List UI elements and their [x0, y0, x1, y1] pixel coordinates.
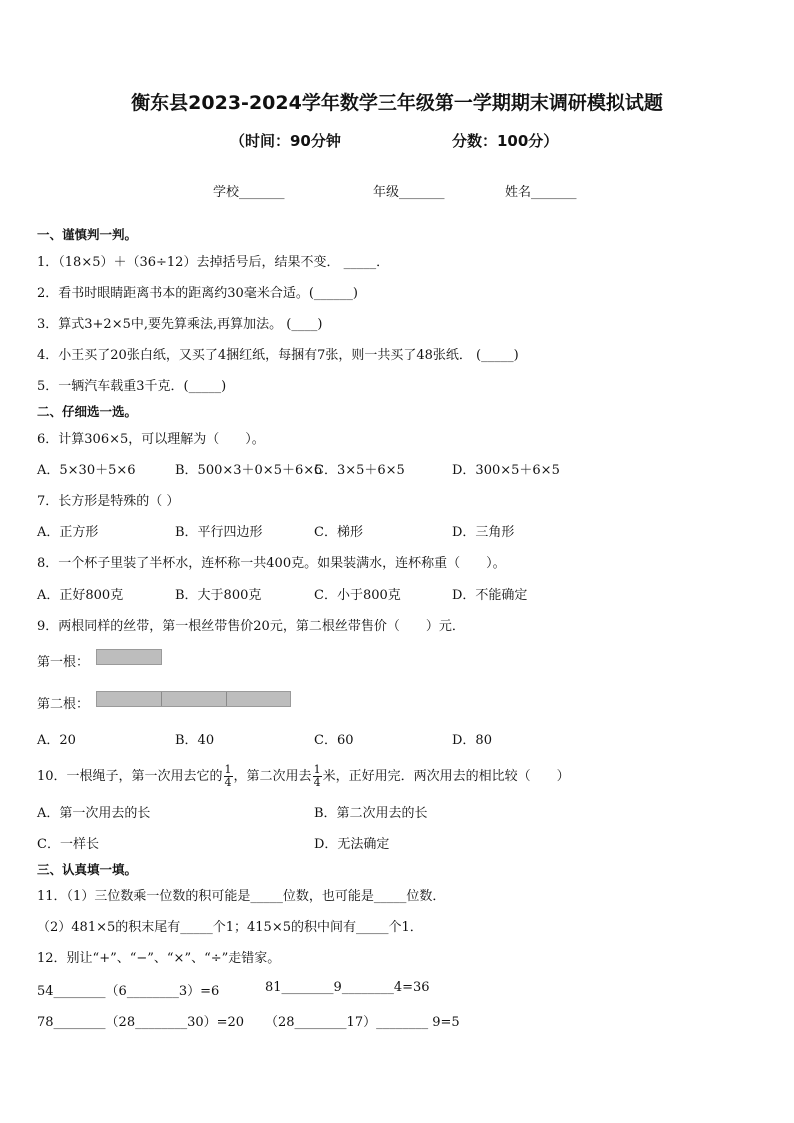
question-3: 3．算式3+2×5中,要先算乘法,再算加法。 (____)	[37, 317, 323, 332]
q9-option-d[interactable]: D．80	[452, 733, 492, 748]
question-1: 1．（18×5）＋（36÷12）去掉括号后，结果不变． _____．	[37, 255, 390, 270]
q8-option-b[interactable]: B．大于800克	[175, 588, 262, 603]
grade-field[interactable]: 年级_______	[373, 185, 445, 200]
question-2: 2．看书时眼睛距离书本的距离约30毫米合适。(______)	[37, 286, 358, 301]
question-10	[37, 764, 570, 789]
question-11-part-2: （2）481×5的积末尾有_____个1；415×5的积中间有_____个1．	[37, 920, 423, 935]
q10-option-c[interactable]: C．一样长	[37, 837, 99, 852]
ribbon-1-label: 第一根：	[37, 655, 90, 670]
q12-expression-2[interactable]: 81________9________4=36	[265, 980, 430, 995]
q10-option-a[interactable]: A．第一次用去的长	[37, 806, 151, 821]
q7-option-b[interactable]: B．平行四边形	[175, 525, 263, 540]
q9-option-b[interactable]: B．40	[175, 733, 215, 748]
q8-option-c[interactable]: C．小于800克	[314, 588, 401, 603]
question-6: 6．计算306×5，可以理解为（ ）。	[37, 432, 265, 447]
q9-option-c[interactable]: C．60	[314, 733, 354, 748]
q6-option-a[interactable]: A．5×30＋5×6	[37, 463, 136, 478]
question-7: 7．长方形是特殊的（ ）	[37, 494, 180, 509]
ribbon-2-label: 第二根：	[37, 697, 90, 712]
q12-expression-1[interactable]: 54________（6________3）=6	[37, 984, 220, 999]
exam-time: （时间：90分钟	[230, 132, 341, 150]
school-field[interactable]: 学校_______	[213, 185, 285, 200]
q8-option-d[interactable]: D．不能确定	[452, 588, 528, 603]
question-5: 5．一辆汽车载重3千克．(_____)	[37, 379, 227, 394]
exam-score: 分数：100分）	[452, 132, 559, 150]
page-title: 衡东县2023-2024学年数学三年级第一学期期末调研模拟试题	[131, 92, 663, 114]
q6-option-c[interactable]: C．3×5＋6×5	[314, 463, 405, 478]
q10-option-d[interactable]: D．无法确定	[314, 837, 390, 852]
question-8: 8．一个杯子里装了半杯水，连杯称一共400克。如果装满水，连杯称重（ ）。	[37, 556, 506, 571]
q10-stem-part-2: ，第二次用去	[233, 769, 312, 784]
q12-expression-3[interactable]: 78________（28________30）=20	[37, 1015, 245, 1030]
section-heading-1: 一、谨慎判一判。	[37, 227, 138, 242]
fraction-one-quarter: $\frac{1}{4}$	[224, 763, 232, 789]
ribbon-2-divider	[161, 692, 162, 706]
fraction-one-quarter: $\frac{1}{4}$	[313, 763, 321, 789]
ribbon-2-divider	[226, 692, 227, 706]
q6-option-d[interactable]: D．300×5＋6×5	[452, 463, 560, 478]
question-11-part-1: 11．（1）三位数乘一位数的积可能是_____位数，也可能是_____位数．	[37, 889, 446, 904]
section-heading-3: 三、认真填一填。	[37, 862, 138, 877]
question-4: 4．小王买了20张白纸，又买了4捆红纸，每捆有7张，则一共买了48张纸． (_____)	[37, 348, 519, 363]
q6-option-b[interactable]: B．500×3＋0×5＋6×5	[175, 463, 323, 478]
q7-option-d[interactable]: D．三角形	[452, 525, 515, 540]
q7-option-c[interactable]: C．梯形	[314, 525, 363, 540]
q10-option-b[interactable]: B．第二次用去的长	[314, 806, 428, 821]
q7-option-a[interactable]: A．正方形	[37, 525, 99, 540]
ribbon-1-bar	[96, 649, 162, 665]
section-heading-2: 二、仔细选一选。	[37, 404, 138, 419]
name-field[interactable]: 姓名_______	[505, 185, 577, 200]
question-9: 9．两根同样的丝带，第一根丝带售价20元，第二根丝带售价（ ）元．	[37, 619, 465, 634]
q9-option-a[interactable]: A．20	[37, 733, 76, 748]
question-12: 12．别让“+”、“−”、“×”、“÷”走错家。	[37, 951, 281, 966]
q12-expression-4[interactable]: （28________17）________ 9=5	[265, 1015, 460, 1030]
q8-option-a[interactable]: A．正好800克	[37, 588, 124, 603]
ribbon-2-bar	[96, 691, 291, 707]
q10-stem-part-1: 10．一根绳子，第一次用去它的	[37, 769, 223, 784]
q10-stem-part-3: 米，正好用完．两次用去的相比较（ ）	[322, 769, 570, 784]
